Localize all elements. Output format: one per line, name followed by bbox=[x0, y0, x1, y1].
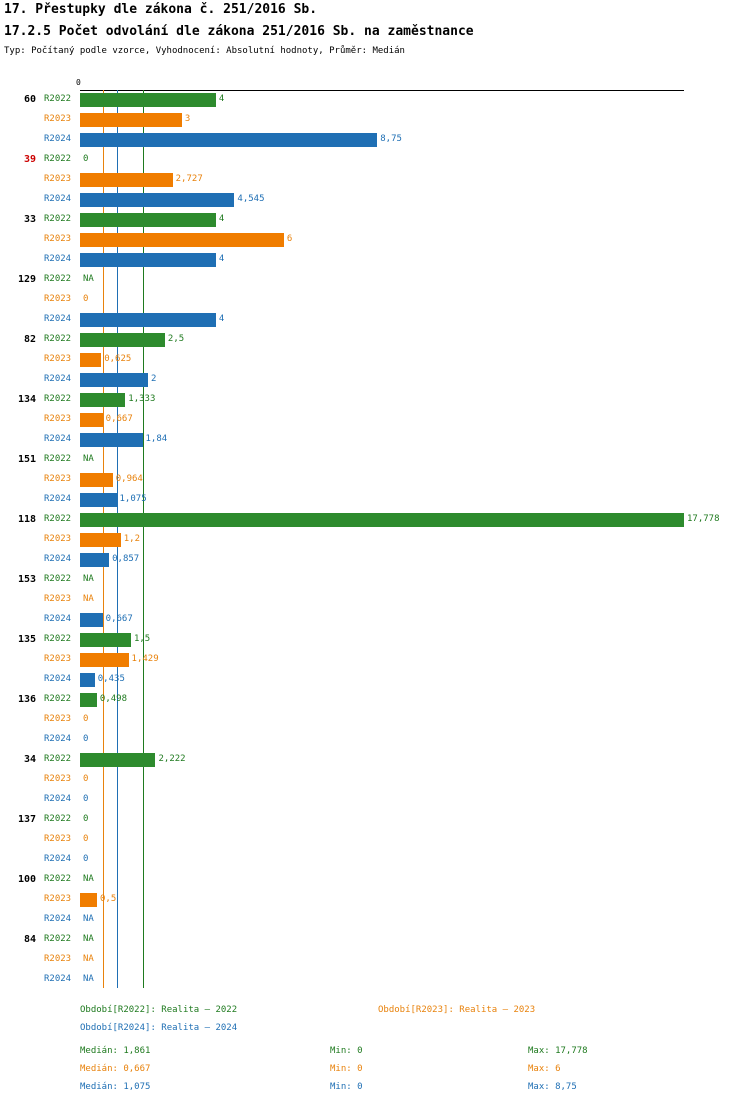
legend-item: Min: 0 bbox=[330, 1064, 363, 1074]
bar-value-label: 4 bbox=[218, 214, 225, 224]
legend-item: Max: 8,75 bbox=[528, 1082, 577, 1092]
bar-r2024 bbox=[80, 373, 148, 387]
bar-value-label: 0,625 bbox=[104, 354, 132, 364]
chart-title: 17.2.5 Počet odvolání dle zákona 251/2016 Sb. na zaměstnance bbox=[4, 24, 474, 39]
bar-value-label: 0 bbox=[83, 814, 89, 824]
group-label: 136 bbox=[17, 694, 36, 705]
chart-group bbox=[0, 270, 750, 330]
series-label: R2022 bbox=[44, 214, 72, 224]
table-row bbox=[0, 110, 750, 130]
bar-value-label: 2 bbox=[150, 374, 157, 384]
series-label: R2023 bbox=[44, 894, 72, 904]
series-label: R2022 bbox=[44, 934, 72, 944]
group-label: 118 bbox=[17, 514, 36, 525]
legend-item: Min: 0 bbox=[330, 1046, 363, 1056]
series-label: R2023 bbox=[44, 714, 72, 724]
table-row bbox=[0, 290, 750, 310]
series-label: R2024 bbox=[44, 674, 72, 684]
bar-value-label: 6 bbox=[286, 234, 293, 244]
bar-value-label: 0,667 bbox=[105, 614, 133, 624]
table-row bbox=[0, 750, 750, 770]
bar-value-label: NA bbox=[83, 874, 94, 884]
bar-value-label: 0,964 bbox=[115, 474, 143, 484]
series-label: R2022 bbox=[44, 634, 72, 644]
bar-value-label: 0 bbox=[83, 714, 89, 724]
series-label: R2022 bbox=[44, 274, 72, 284]
bar-r2024 bbox=[80, 493, 117, 507]
series-label: R2024 bbox=[44, 554, 72, 564]
table-row bbox=[0, 930, 750, 950]
table-row bbox=[0, 610, 750, 630]
bar-r2023 bbox=[80, 173, 173, 187]
bar-value-label: 0,498 bbox=[99, 694, 127, 704]
chart-group bbox=[0, 810, 750, 870]
series-label: R2022 bbox=[44, 754, 72, 764]
bar-value-label: 17,778 bbox=[687, 514, 720, 524]
table-row bbox=[0, 850, 750, 870]
group-label: 135 bbox=[17, 634, 36, 645]
bar-r2023 bbox=[80, 893, 97, 907]
group-label: 129 bbox=[17, 274, 36, 285]
bar-value-label: 3 bbox=[184, 114, 191, 124]
table-row bbox=[0, 630, 750, 650]
bar-r2023 bbox=[80, 113, 182, 127]
series-label: R2022 bbox=[44, 694, 72, 704]
series-label: R2023 bbox=[44, 834, 72, 844]
bar-value-label: 1,333 bbox=[128, 394, 156, 404]
series-label: R2022 bbox=[44, 334, 72, 344]
table-row bbox=[0, 830, 750, 850]
bar-value-label: NA bbox=[83, 934, 94, 944]
series-label: R2023 bbox=[44, 414, 72, 424]
table-row bbox=[0, 430, 750, 450]
bar-r2022 bbox=[80, 513, 684, 527]
series-label: R2022 bbox=[44, 814, 72, 824]
bar-r2024 bbox=[80, 253, 216, 267]
table-row bbox=[0, 310, 750, 330]
bar-r2024 bbox=[80, 433, 143, 447]
bar-value-label: NA bbox=[83, 594, 94, 604]
series-label: R2022 bbox=[44, 94, 72, 104]
group-label: 137 bbox=[17, 814, 36, 825]
bar-value-label: 1,429 bbox=[131, 654, 159, 664]
series-label: R2023 bbox=[44, 654, 72, 664]
bar-r2024 bbox=[80, 193, 234, 207]
legend-item: Období[R2023]: Realita – 2023 bbox=[378, 1005, 536, 1015]
bar-r2022 bbox=[80, 93, 216, 107]
series-label: R2024 bbox=[44, 614, 72, 624]
series-label: R2024 bbox=[44, 854, 72, 864]
group-label: 33 bbox=[23, 214, 36, 225]
table-row bbox=[0, 510, 750, 530]
chart-group bbox=[0, 390, 750, 450]
bar-value-label: NA bbox=[83, 274, 94, 284]
chart-group bbox=[0, 930, 750, 990]
group-label: 84 bbox=[23, 934, 36, 945]
chart-group bbox=[0, 630, 750, 690]
bar-value-label: 2,727 bbox=[175, 174, 203, 184]
table-row bbox=[0, 370, 750, 390]
series-label: R2023 bbox=[44, 234, 72, 244]
group-label: 134 bbox=[17, 394, 36, 405]
bar-r2023 bbox=[80, 473, 113, 487]
series-label: R2023 bbox=[44, 594, 72, 604]
table-row bbox=[0, 470, 750, 490]
table-row bbox=[0, 970, 750, 990]
series-label: R2022 bbox=[44, 874, 72, 884]
table-row bbox=[0, 190, 750, 210]
legend-item: Max: 6 bbox=[528, 1064, 561, 1074]
group-label: 60 bbox=[23, 94, 36, 105]
table-row bbox=[0, 450, 750, 470]
chart-group bbox=[0, 450, 750, 510]
series-label: R2022 bbox=[44, 154, 72, 164]
legend-item: Období[R2024]: Realita – 2024 bbox=[80, 1023, 238, 1033]
series-label: R2022 bbox=[44, 574, 72, 584]
bar-value-label: 4 bbox=[218, 314, 225, 324]
series-label: R2022 bbox=[44, 454, 72, 464]
chart-group bbox=[0, 570, 750, 630]
axis-origin-label: 0 bbox=[76, 78, 81, 87]
bar-r2022 bbox=[80, 693, 97, 707]
table-row bbox=[0, 130, 750, 150]
bar-r2023 bbox=[80, 233, 284, 247]
table-row bbox=[0, 670, 750, 690]
bar-value-label: 2,222 bbox=[158, 754, 186, 764]
table-row bbox=[0, 950, 750, 970]
bar-value-label: 1,2 bbox=[123, 534, 141, 544]
bar-r2024 bbox=[80, 313, 216, 327]
bar-value-label: 0 bbox=[83, 774, 89, 784]
table-row bbox=[0, 730, 750, 750]
bar-r2024 bbox=[80, 553, 109, 567]
series-label: R2023 bbox=[44, 174, 72, 184]
series-label: R2023 bbox=[44, 534, 72, 544]
group-label: 34 bbox=[23, 754, 36, 765]
table-row bbox=[0, 770, 750, 790]
bar-r2024 bbox=[80, 133, 377, 147]
series-label: R2024 bbox=[44, 434, 72, 444]
bar-r2022 bbox=[80, 753, 155, 767]
series-label: R2024 bbox=[44, 134, 72, 144]
series-label: R2023 bbox=[44, 954, 72, 964]
bar-value-label: 4,545 bbox=[237, 194, 265, 204]
bar-value-label: 0 bbox=[83, 734, 89, 744]
chart-group bbox=[0, 690, 750, 750]
bar-value-label: 0 bbox=[83, 834, 89, 844]
group-label: 39 bbox=[23, 154, 36, 165]
bar-value-label: 1,5 bbox=[133, 634, 151, 644]
bar-value-label: 0,435 bbox=[97, 674, 125, 684]
chart-group bbox=[0, 870, 750, 930]
series-label: R2024 bbox=[44, 974, 72, 984]
table-row bbox=[0, 210, 750, 230]
table-row bbox=[0, 90, 750, 110]
table-row bbox=[0, 330, 750, 350]
bar-value-label: NA bbox=[83, 974, 94, 984]
bar-r2022 bbox=[80, 633, 131, 647]
table-row bbox=[0, 890, 750, 910]
bar-value-label: 0 bbox=[83, 154, 89, 164]
bar-value-label: 1,075 bbox=[119, 494, 147, 504]
legend-item: Medián: 1,861 bbox=[80, 1046, 151, 1056]
series-label: R2023 bbox=[44, 774, 72, 784]
table-row bbox=[0, 530, 750, 550]
series-label: R2023 bbox=[44, 474, 72, 484]
table-row bbox=[0, 650, 750, 670]
bar-value-label: 0,5 bbox=[99, 894, 117, 904]
legend-item: Medián: 1,075 bbox=[80, 1082, 151, 1092]
bar-value-label: 0 bbox=[83, 294, 89, 304]
chart-plot-area bbox=[0, 78, 750, 988]
chart-group bbox=[0, 330, 750, 390]
legend-item: Max: 17,778 bbox=[528, 1046, 588, 1056]
table-row bbox=[0, 170, 750, 190]
series-label: R2024 bbox=[44, 314, 72, 324]
series-label: R2024 bbox=[44, 914, 72, 924]
table-row bbox=[0, 250, 750, 270]
table-row bbox=[0, 550, 750, 570]
table-row bbox=[0, 570, 750, 590]
legend-item: Období[R2022]: Realita – 2022 bbox=[80, 1005, 238, 1015]
table-row bbox=[0, 150, 750, 170]
series-label: R2024 bbox=[44, 794, 72, 804]
series-label: R2024 bbox=[44, 734, 72, 744]
bar-value-label: 4 bbox=[218, 254, 225, 264]
series-label: R2024 bbox=[44, 254, 72, 264]
chart-group bbox=[0, 510, 750, 570]
series-label: R2024 bbox=[44, 374, 72, 384]
table-row bbox=[0, 390, 750, 410]
bar-r2024 bbox=[80, 613, 103, 627]
chart-group bbox=[0, 210, 750, 270]
chart-group bbox=[0, 90, 750, 150]
bar-value-label: 1,84 bbox=[145, 434, 168, 444]
bar-value-label: NA bbox=[83, 914, 94, 924]
table-row bbox=[0, 810, 750, 830]
group-label: 82 bbox=[23, 334, 36, 345]
bar-r2022 bbox=[80, 393, 125, 407]
bar-value-label: 0,667 bbox=[105, 414, 133, 424]
series-label: R2024 bbox=[44, 194, 72, 204]
bar-value-label: NA bbox=[83, 454, 94, 464]
legend-item: Min: 0 bbox=[330, 1082, 363, 1092]
bar-r2022 bbox=[80, 333, 165, 347]
bar-r2023 bbox=[80, 533, 121, 547]
bar-value-label: NA bbox=[83, 954, 94, 964]
table-row bbox=[0, 870, 750, 890]
series-label: R2023 bbox=[44, 114, 72, 124]
series-label: R2024 bbox=[44, 494, 72, 504]
table-row bbox=[0, 690, 750, 710]
bar-value-label: 0 bbox=[83, 794, 89, 804]
table-row bbox=[0, 490, 750, 510]
bar-value-label: 0 bbox=[83, 854, 89, 864]
series-label: R2023 bbox=[44, 354, 72, 364]
bar-value-label: 2,5 bbox=[167, 334, 185, 344]
group-label: 153 bbox=[17, 574, 36, 585]
table-row bbox=[0, 910, 750, 930]
bar-r2023 bbox=[80, 353, 101, 367]
chart-subtitle: Typ: Počítaný podle vzorce, Vyhodnocení: Absolutní hodnoty, Průměr: Medián bbox=[4, 46, 405, 56]
table-row bbox=[0, 410, 750, 430]
group-label: 100 bbox=[17, 874, 36, 885]
series-label: R2022 bbox=[44, 394, 72, 404]
chart-group bbox=[0, 150, 750, 210]
group-label: 151 bbox=[17, 454, 36, 465]
table-row bbox=[0, 710, 750, 730]
series-label: R2022 bbox=[44, 514, 72, 524]
legend-item: Medián: 0,667 bbox=[80, 1064, 151, 1074]
bar-value-label: 4 bbox=[218, 94, 225, 104]
page-title: 17. Přestupky dle zákona č. 251/2016 Sb. bbox=[4, 2, 318, 17]
bar-value-label: 0,857 bbox=[112, 554, 140, 564]
bar-r2023 bbox=[80, 653, 129, 667]
bar-r2024 bbox=[80, 673, 95, 687]
bar-r2023 bbox=[80, 413, 103, 427]
table-row bbox=[0, 270, 750, 290]
series-label: R2023 bbox=[44, 294, 72, 304]
bar-value-label: 8,75 bbox=[380, 134, 402, 144]
bar-value-label: NA bbox=[83, 574, 94, 584]
chart-group bbox=[0, 750, 750, 810]
table-row bbox=[0, 790, 750, 810]
bar-r2022 bbox=[80, 213, 216, 227]
table-row bbox=[0, 590, 750, 610]
table-row bbox=[0, 350, 750, 370]
table-row bbox=[0, 230, 750, 250]
